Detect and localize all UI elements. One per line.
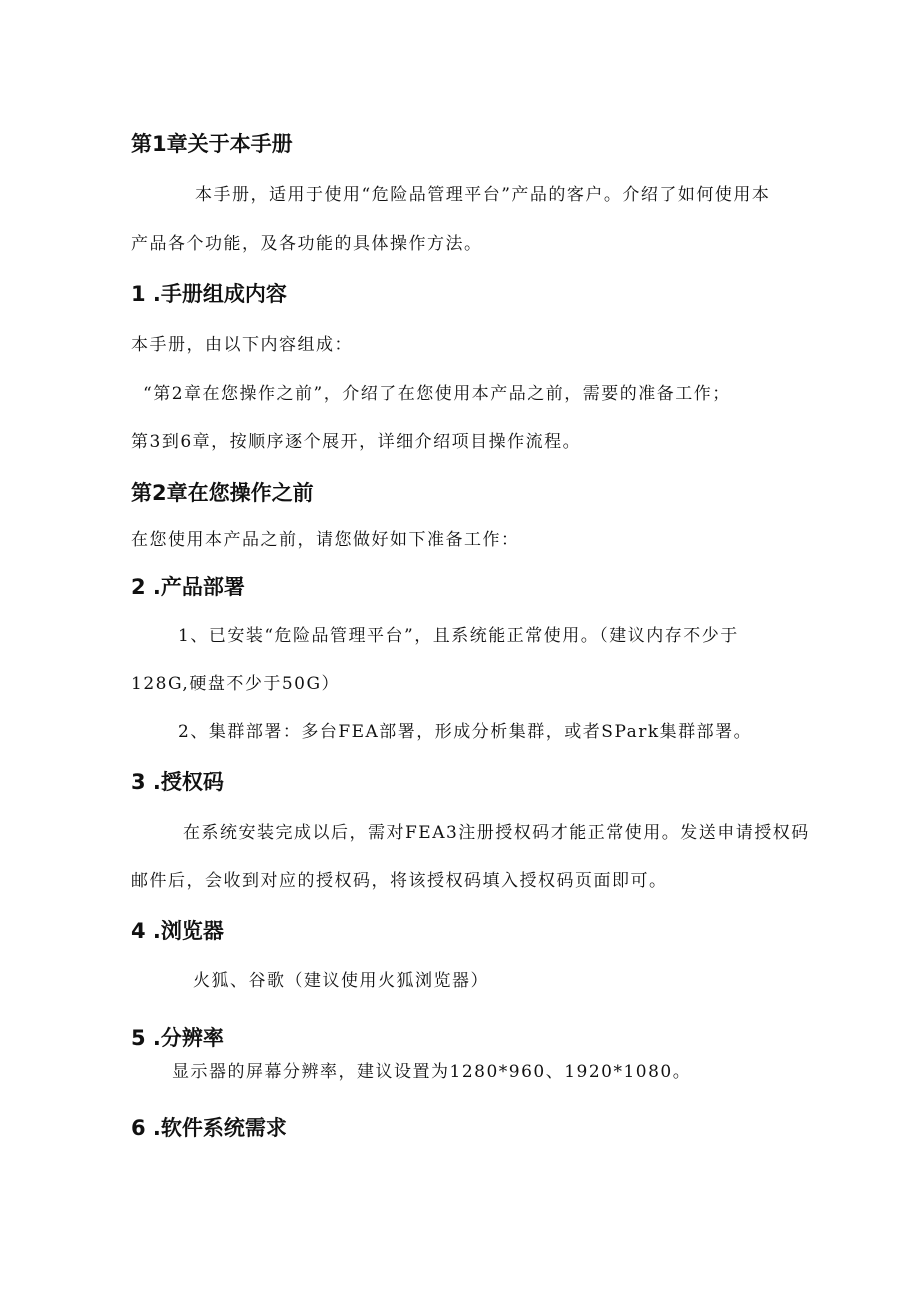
chapter-1-intro-line-2: 产品各个功能，及各功能的具体操作方法。 [131,234,483,254]
section-2-title: 2 .产品部署 [131,575,245,599]
section-3-title: 3 .授权码 [131,770,224,794]
section-1-line-2: “第2章在您操作之前”，介绍了在您使用本产品之前，需要的准备工作； [143,384,731,404]
section-1-line-3: 第3到6章，按顺序逐个展开，详细介绍项目操作流程。 [131,432,582,452]
chapter-1-title: 第1章关于本手册 [131,132,293,156]
section-2-item-2: 2、集群部署：多台FEA部署，形成分析集群，或者SPark集群部署。 [178,722,753,742]
section-5-line-1: 显示器的屏幕分辨率，建议设置为1280*960、1920*1080。 [172,1062,692,1082]
section-5-title: 5 .分辨率 [131,1026,224,1050]
chapter-2-title: 第2章在您操作之前 [131,481,314,505]
section-2-item-1-line-1: 1、已安装“危险品管理平台”，且系统能正常使用。（建议内存不少于 [178,626,739,646]
section-4-title: 4 .浏览器 [131,919,224,943]
section-3-line-2: 邮件后，会收到对应的授权码，将该授权码填入授权码页面即可。 [131,871,668,891]
chapter-2-intro: 在您使用本产品之前，请您做好如下准备工作： [131,530,520,550]
chapter-1-intro-line-1: 本手册，适用于使用“危险品管理平台”产品的客户。介绍了如何使用本 [195,185,771,205]
section-2-item-1-line-2: 128G,硬盘不少于50G） [131,674,341,694]
section-3-line-1: 在系统安装完成以后，需对FEA3注册授权码才能正常使用。发送申请授权码 [183,823,810,843]
section-1-title: 1 .手册组成内容 [131,282,287,306]
section-6-title: 6 .软件系统需求 [131,1116,287,1140]
section-4-line-1: 火狐、谷歌（建议使用火狐浏览器） [193,971,489,991]
section-1-line-1: 本手册，由以下内容组成： [131,335,353,355]
